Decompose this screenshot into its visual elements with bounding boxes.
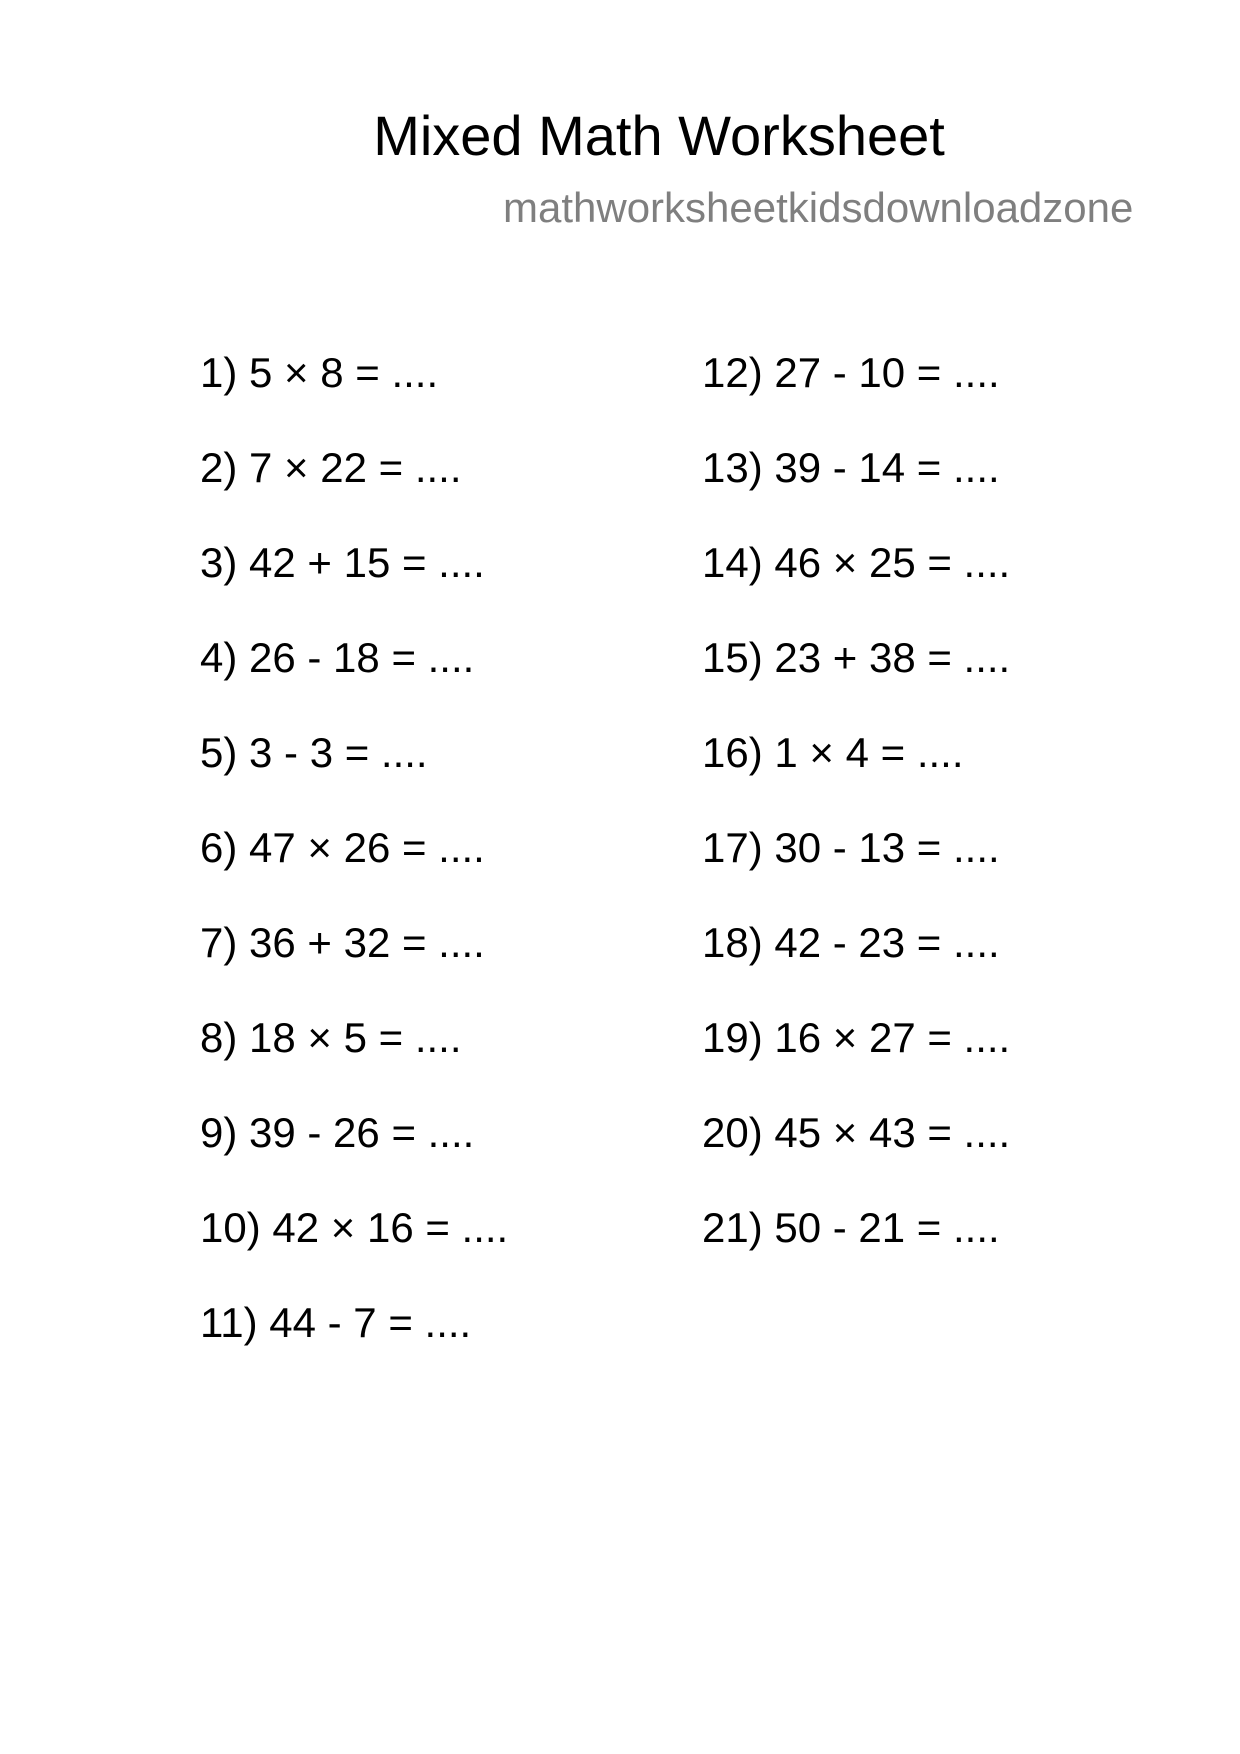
problem-16: 16) 1 × 4 = .... xyxy=(702,729,964,776)
problem-11: 11) 44 - 7 = .... xyxy=(200,1299,472,1346)
problem-4: 4) 26 - 18 = .... xyxy=(200,634,475,681)
problems-column-right xyxy=(702,345,1010,1295)
problem-20: 20) 45 × 43 = .... xyxy=(702,1109,1011,1156)
problem-2: 2) 7 × 22 = .... xyxy=(200,444,462,491)
problem-8: 8) 18 × 5 = .... xyxy=(200,1014,462,1061)
problem-21: 21) 50 - 21 = .... xyxy=(702,1204,1000,1251)
problems-column-left xyxy=(200,345,508,1390)
problem-13: 13) 39 - 14 = .... xyxy=(702,444,1000,491)
problem-15: 15) 23 + 38 = .... xyxy=(702,634,1011,681)
problem-3: 3) 42 + 15 = .... xyxy=(200,539,485,586)
problem-7: 7) 36 + 32 = .... xyxy=(200,919,485,966)
problem-5: 5) 3 - 3 = .... xyxy=(200,729,428,776)
source-watermark: mathworksheetkidsdownloadzone xyxy=(503,184,1134,231)
problem-1: 1) 5 × 8 = .... xyxy=(200,349,439,396)
problem-12: 12) 27 - 10 = .... xyxy=(702,349,1000,396)
problem-17: 17) 30 - 13 = .... xyxy=(702,824,1000,871)
problem-14: 14) 46 × 25 = .... xyxy=(702,539,1011,586)
problem-19: 19) 16 × 27 = .... xyxy=(702,1014,1011,1061)
problem-10: 10) 42 × 16 = .... xyxy=(200,1204,509,1251)
page-title: Mixed Math Worksheet xyxy=(373,104,945,167)
problem-18: 18) 42 - 23 = .... xyxy=(702,919,1000,966)
problem-6: 6) 47 × 26 = .... xyxy=(200,824,485,871)
problem-9: 9) 39 - 26 = .... xyxy=(200,1109,475,1156)
